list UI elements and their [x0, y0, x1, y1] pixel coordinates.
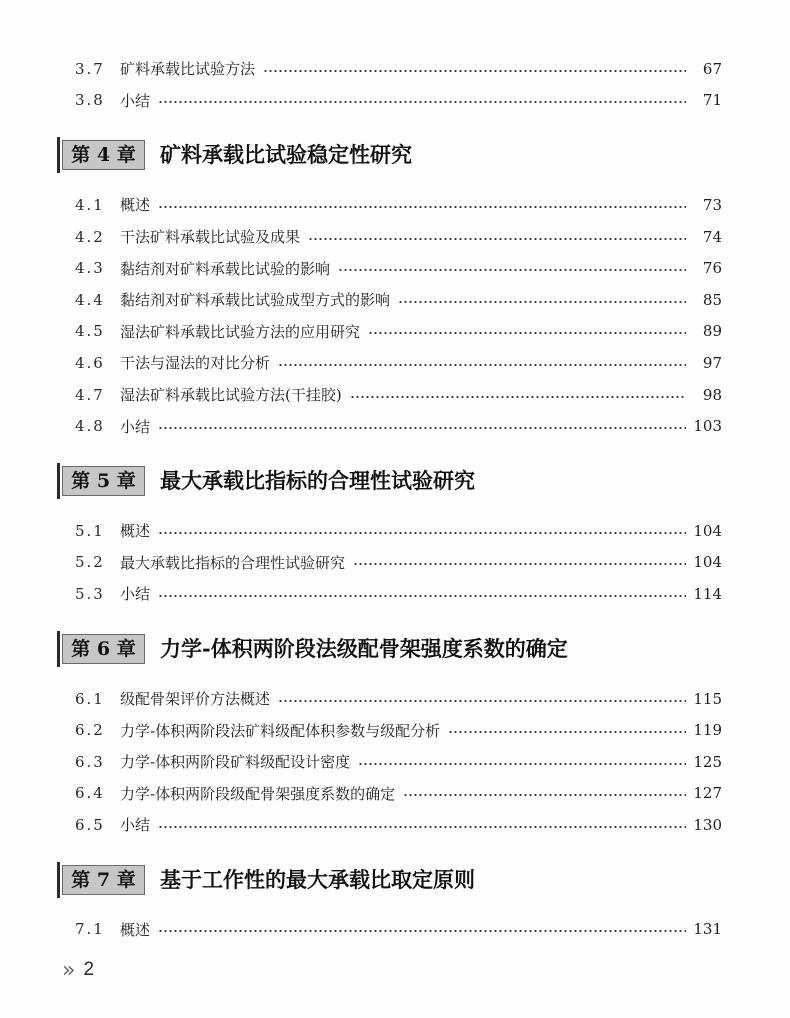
dot-leader [158, 825, 686, 829]
entry-number: 4.1 [75, 195, 105, 214]
dot-leader [308, 237, 686, 241]
dot-leader [398, 300, 686, 304]
dot-leader [158, 531, 686, 535]
toc-entry [75, 578, 722, 610]
entry-title: 小结 [120, 816, 151, 835]
dot-leader [358, 762, 686, 766]
entry-number: 6.5 [75, 815, 105, 834]
toc-entry [75, 316, 722, 348]
entry-title: 湿法矿料承载比试验方法的应用研究 [120, 322, 361, 341]
entry-title: 干法矿料承载比试验及成果 [120, 228, 301, 247]
toc-chapter [71, 463, 722, 610]
chapter-header-bar [57, 137, 60, 173]
toc-entry [75, 252, 722, 284]
dot-leader [158, 100, 686, 104]
toc-entry [75, 683, 722, 715]
toc-entry [75, 379, 722, 411]
entry-title: 矿料承载比试验方法 [120, 60, 256, 79]
chapter-title: 力学-体积两阶段法级配骨架强度系数的确定 [160, 635, 568, 661]
entry-page-number: 71 [702, 91, 722, 110]
entry-number: 6.1 [75, 689, 105, 708]
entry-page-number: 119 [693, 721, 722, 740]
chapter-title: 最大承载比指标的合理性试验研究 [160, 467, 475, 493]
entry-page-number: 131 [693, 920, 722, 939]
entry-number: 6.4 [75, 784, 105, 803]
toc-section-continued [75, 53, 722, 116]
dot-leader [158, 205, 686, 209]
chapter-title: 矿料承载比试验稳定性研究 [160, 142, 412, 168]
entry-title: 小结 [120, 585, 151, 604]
entry-title: 干法与湿法的对比分析 [120, 354, 271, 373]
entry-title: 小结 [120, 91, 151, 110]
chapter-label: 第 7 章 [62, 865, 145, 895]
entry-number: 4.6 [75, 353, 105, 372]
page-number: 2 [83, 959, 95, 980]
entry-number: 4.7 [75, 385, 105, 404]
entry-number: 4.4 [75, 290, 105, 309]
toc-chapter [71, 137, 722, 442]
entry-number: 4.3 [75, 259, 105, 278]
chapter-header [57, 862, 722, 898]
entry-title: 小结 [120, 417, 151, 436]
entry-page-number: 130 [693, 815, 722, 834]
entry-title: 最大承载比指标的合理性试验研究 [120, 553, 346, 572]
entry-page-number: 67 [702, 59, 722, 78]
dot-leader [353, 562, 686, 566]
entry-title: 概述 [120, 522, 151, 541]
entry-title: 力学-体积两阶段矿料级配设计密度 [120, 753, 351, 772]
entry-title: 概述 [120, 920, 151, 939]
dot-leader [158, 929, 686, 933]
dot-leader [158, 426, 686, 430]
dot-leader [448, 730, 686, 734]
entry-page-number: 104 [693, 521, 722, 540]
dot-leader [278, 699, 686, 703]
entry-page-number: 74 [702, 227, 722, 246]
toc-entry [75, 347, 722, 379]
dot-leader [338, 268, 686, 272]
entry-number: 5.1 [75, 521, 105, 540]
toc-entry [75, 515, 722, 547]
entry-page-number: 114 [693, 584, 722, 603]
chapter-title: 基于工作性的最大承载比取定原则 [160, 866, 475, 892]
entry-title: 力学-体积两阶段级配骨架强度系数的确定 [120, 784, 396, 803]
chapter-header-bar [57, 463, 60, 499]
dot-leader [350, 395, 686, 399]
chapter-header [57, 631, 722, 667]
entry-page-number: 115 [693, 689, 722, 708]
dot-leader [263, 69, 686, 73]
toc-entry [75, 714, 722, 746]
toc-chapter [71, 862, 722, 946]
entry-number: 6.3 [75, 752, 105, 771]
entry-number: 4.8 [75, 417, 105, 436]
entry-number: 5.2 [75, 553, 105, 572]
toc-entry [75, 189, 722, 221]
entry-title: 黏结剂对矿料承载比试验成型方式的影响 [120, 291, 391, 310]
chapter-label: 第 6 章 [62, 634, 145, 664]
entry-number: 6.2 [75, 721, 105, 740]
entry-page-number: 85 [702, 290, 722, 309]
toc-entry [75, 410, 722, 442]
page-footer [62, 955, 94, 985]
entry-page-number: 104 [693, 553, 722, 572]
toc-entry [75, 221, 722, 253]
toc-entry [75, 284, 722, 316]
dot-leader [403, 793, 686, 797]
dot-leader [278, 363, 686, 367]
dot-leader [368, 331, 686, 335]
entry-number: 3.7 [75, 59, 105, 78]
entry-page-number: 89 [702, 322, 722, 341]
entry-title: 概述 [120, 196, 151, 215]
entry-page-number: 127 [693, 784, 722, 803]
entry-number: 4.5 [75, 322, 105, 341]
entry-number: 4.2 [75, 227, 105, 246]
dot-leader [158, 594, 686, 598]
entry-page-number: 103 [693, 417, 722, 436]
double-chevron-icon: » [62, 957, 76, 983]
chapter-header [57, 463, 722, 499]
toc-entry [75, 914, 722, 946]
entry-page-number: 98 [702, 385, 722, 404]
entry-title: 力学-体积两阶段法矿料级配体积参数与级配分析 [120, 721, 441, 740]
toc-chapter [71, 631, 722, 841]
entry-title: 黏结剂对矿料承载比试验的影响 [120, 259, 331, 278]
entry-page-number: 125 [693, 752, 722, 771]
entry-number: 5.3 [75, 584, 105, 603]
chapter-label: 第 5 章 [62, 466, 145, 496]
chapter-header-bar [57, 862, 60, 898]
toc-entry [75, 53, 722, 85]
entry-page-number: 76 [702, 259, 722, 278]
toc-entry [75, 547, 722, 579]
chapter-header-bar [57, 631, 60, 667]
toc-entry [75, 778, 722, 810]
toc-entry [75, 85, 722, 117]
chapter-header [57, 137, 722, 173]
entry-number: 7.1 [75, 920, 105, 939]
entry-title: 湿法矿料承载比试验方法(干挂胶) [120, 386, 342, 405]
table-of-contents [71, 53, 722, 945]
toc-entry [75, 809, 722, 841]
toc-entry [75, 746, 722, 778]
entry-page-number: 97 [702, 353, 722, 372]
entry-title: 级配骨架评价方法概述 [120, 690, 271, 709]
chapter-label: 第 4 章 [62, 140, 145, 170]
entry-page-number: 73 [702, 195, 722, 214]
entry-number: 3.8 [75, 91, 105, 110]
